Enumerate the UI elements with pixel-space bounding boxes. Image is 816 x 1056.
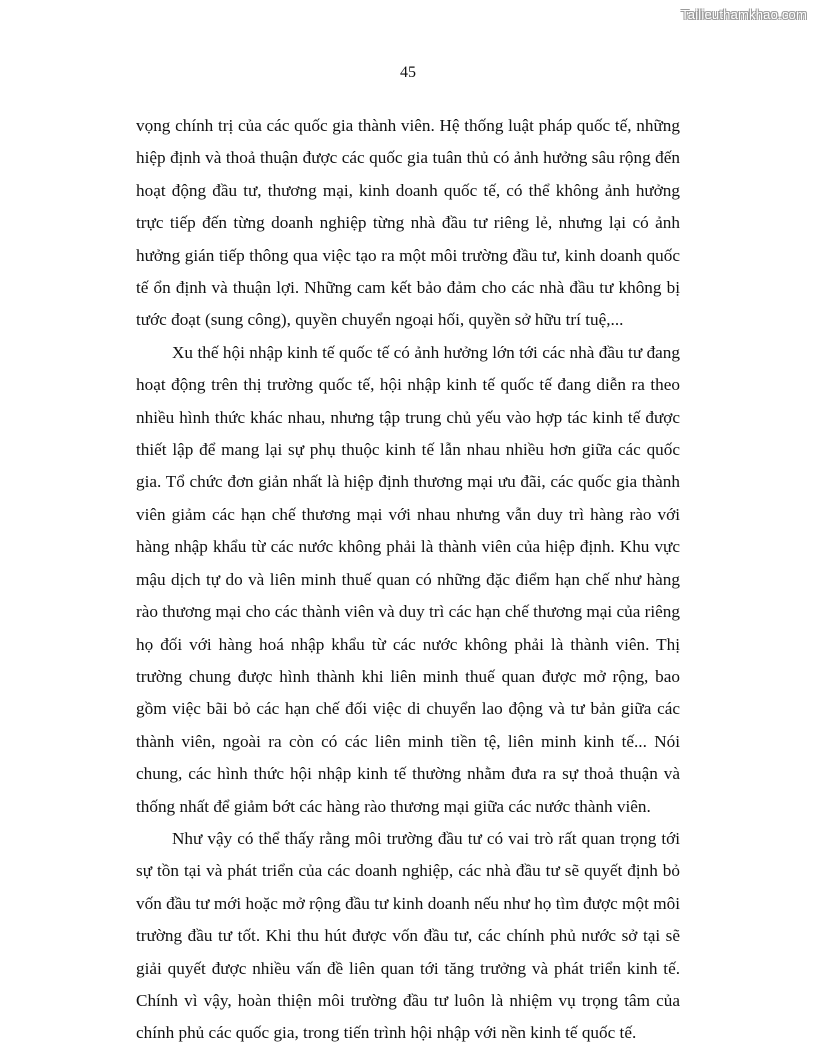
watermark: Tailieuthamkhao.com <box>681 7 807 22</box>
paragraph-3: Như vậy có thể thấy rằng môi trường đầu tư có vai trò rất quan trọng tới sự tồn tại và phát triển của các doanh nghiệp, các nhà đầu tư sẽ quyết định bỏ vốn đầu tư mới hoặc mở rộng đầu tư kinh doanh nếu như họ tìm được một môi trường đầu tư tốt. Khi thu hút được vốn đầu tư, các chính phủ nước sở tại sẽ giải quyết được nhiều vấn đề liên quan tới tăng trưởng và phát triển kinh tế. Chính vì vậy, hoàn thiện môi trường đầu tư luôn là nhiệm vụ trọng tâm của chính phủ các quốc gia, trong tiến trình hội nhập với nền kinh tế quốc tế. <box>136 828 680 1043</box>
document-body <box>136 110 680 1050</box>
paragraph-2: Xu thế hội nhập kinh tế quốc tế có ảnh hưởng lớn tới các nhà đầu tư đang hoạt động trên thị trường quốc tế, hội nhập kinh tế quốc tế đang diễn ra theo nhiều hình thức khác nhau, nhưng tập trung chủ yếu vào hợp tác kinh tế được thiết lập để mang lại sự phụ thuộc kinh tế lẫn nhau nhiều hơn giữa các quốc gia. Tổ chức đơn giản nhất là hiệp định thương mại ưu đãi, các quốc gia thành viên giảm các hạn chế thương mại với nhau nhưng vẫn duy trì hàng rào với hàng nhập khẩu từ các nước không phải là thành viên của hiệp định. Khu vực mậu dịch tự do và liên minh thuế quan có những đặc điểm hạn chế như hàng rào thương mại cho các thành viên và duy trì các hạn chế thương mại của riêng họ đối với hàng hoá nhập khẩu từ các nước không phải là thành viên. Thị trường chung được hình thành khi liên minh thuế quan được mở rộng, bao gồm việc bãi bỏ các hạn chế đối việc di chuyển lao động và tư bản giữa các thành viên, ngoài ra còn có các liên minh tiền tệ, liên minh kinh tế... Nói chung, các hình thức hội nhập kinh tế thường nhằm đưa ra sự thoả thuận và thống nhất để giảm bớt các hàng rào thương mại giữa các nước thành viên. <box>136 342 680 816</box>
paragraph-1: vọng chính trị của các quốc gia thành viên. Hệ thống luật pháp quốc tế, những hiệp định và thoả thuận được các quốc gia tuân thủ có ảnh hưởng sâu rộng đến hoạt động đầu tư, thương mại, kinh doanh quốc tế, có thể không ảnh hưởng trực tiếp đến từng doanh nghiệp từng nhà đầu tư riêng lẻ, nhưng lại có ảnh hưởng gián tiếp thông qua việc tạo ra một môi trường đầu tư, kinh doanh quốc tế ổn định và thuận lợi. Những cam kết bảo đảm cho các nhà đầu tư không bị tước đoạt (sung công), quyền chuyển ngoại hối, quyền sở hữu trí tuệ,... <box>136 116 680 330</box>
page-number: 45 <box>400 64 416 81</box>
